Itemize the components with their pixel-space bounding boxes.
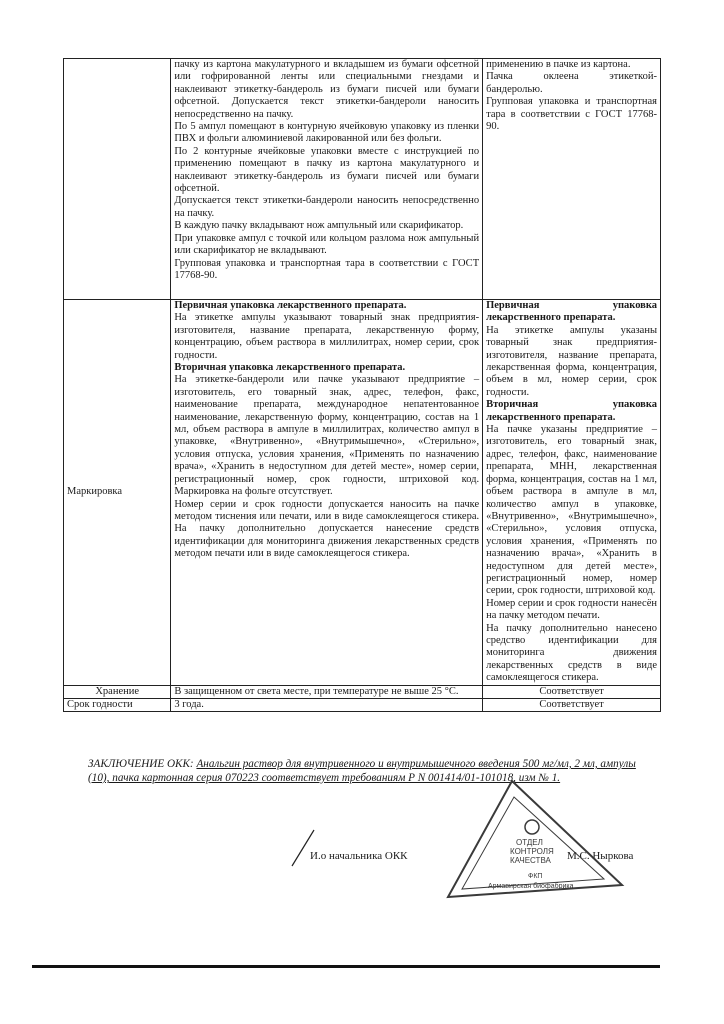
stamp-line: КАЧЕСТВА xyxy=(510,856,551,865)
storage-result: Соответствует xyxy=(483,685,661,698)
paragraph: На этикетке ампулы указывают товарный знак предприятия-изготовителя, название препарата, лекарственную форму, концентрацию, объем раствора в миллилитрах, номер серии, срок годности. xyxy=(174,312,480,361)
specification-table xyxy=(63,58,661,712)
paragraph: На пачке указаны предприятие – изготовитель, его товарный знак, адрес, телефон, факс, наименование препарата, МНН, лекарственная форма, концентрация, состав на 1 мл, объем раствора в ампуле в мл, количество ампул в упаковке, «Внутривенно», «Внутримышечно», «Стерильно», условия отпуска, условия хранения, «Применять по назначению врача», «Хранить в недоступном для детей месте», регистрационный номер, номер серии, срок годности, штриховой код. xyxy=(486,424,657,597)
conclusion-text: Анальгин раствор для внутривенного и внутримышечного введения 500 мг/мл, 2 мл, ампулы (10), пачка картонная серия 070223 соответствует требованиям Р N 001414/01-101018, изм № 1. xyxy=(88,758,636,784)
paragraph: На этикетке-бандероли или пачке указывают предприятие – изготовитель, его товарный знак, адрес, телефон, факс, наименование препарата, международное непатентованное наименование, лекарственную форму, концентрацию, состав на 1 мл, объем раствора в ампуле в миллилитрах, количество ампул в упаковке, «Внутривенно», «Внутримышечно», «Стерильно», условия отпуска, условия хранения, «Применять по назначению врача», «Хранить в недоступном для детей месте», номер серии, регистрационный номер, срок годности, штриховой код. Маркировка на фольге отсутствует. xyxy=(174,374,480,498)
table-row-storage xyxy=(64,685,661,698)
paragraph: Номер серии и срок годности допускается наносить на пачке методом тиснения или печати, или в виде самоклеящегося стикера. На пачку дополнительно допускается нанесение средств идентификации для мониторинга движения лекарственных средств методом печати или в виде самоклеящегося стикера. xyxy=(174,498,480,560)
signatory-title: И.о начальника ОКК xyxy=(310,850,408,862)
stamp-line: КОНТРОЛЯ xyxy=(510,847,554,856)
marking-requirement-cell xyxy=(171,300,483,686)
section-heading: Вторичная упаковка лекарственного препарата. xyxy=(486,399,657,423)
row-label-empty xyxy=(64,59,171,300)
row-label-marking: Маркировка xyxy=(64,300,171,686)
paragraph: применению в пачке из картона. xyxy=(486,59,631,70)
stamp-line: ОТДЕЛ xyxy=(516,838,543,847)
paragraph: пачку из картона макулатурного и вкладышем из бумаги офсетной или гофрированной ленты или специальными гнездами и наклеивают этикетку-бандероль из бумаги писчей или бумаги офсетной. Допускается текст этикетки-бандероли наносить непосредственно на пачку. xyxy=(174,59,480,120)
row-label-storage: Хранение xyxy=(64,685,171,698)
emblem-icon xyxy=(525,820,539,834)
stamp-line: Армавирская биофабрика xyxy=(488,883,574,890)
paragraph: Групповая упаковка и транспортная тара в соответствии с ГОСТ 17768-90. xyxy=(174,257,480,281)
signature-mark xyxy=(288,828,318,868)
paragraph: По 2 контурные ячейковые упаковки вместе с инструкцией по применению помещают в пачку из картона макулатурного и наклеивают этикетку-бандероль из бумаги писчей или бумаги офсетной. xyxy=(174,145,480,195)
section-heading: Первичная упаковка лекарственного препарата. xyxy=(486,300,657,324)
packaging-result-cell xyxy=(483,59,661,300)
shelf-life-requirement: 3 года. xyxy=(171,698,483,711)
paragraph: В каждую пачку вкладывают нож ампульный или скарификатор. xyxy=(174,220,464,232)
paragraph: Групповая упаковка и транспортная тара в соответствии с ГОСТ 17768-90. xyxy=(486,96,657,133)
paragraph: Номер серии и срок годности нанесён на пачку методом печати. xyxy=(486,597,657,622)
bottom-divider xyxy=(32,965,660,968)
table-row-marking xyxy=(64,300,661,686)
conclusion-prefix: ЗАКЛЮЧЕНИЕ ОКК: xyxy=(88,758,197,770)
storage-requirement: В защищенном от света месте, при температуре не выше 25 °С. xyxy=(171,685,483,698)
paragraph: При упаковке ампул с точкой или кольцом разлома нож ампульный или скарификатор не вкладывают. xyxy=(174,232,480,257)
table-row-packaging xyxy=(64,59,661,300)
signatory-name: М.С. Ныркова xyxy=(567,850,634,862)
shelf-life-result: Соответствует xyxy=(483,698,661,711)
stamp-line: ФКП xyxy=(528,873,543,880)
paragraph: По 5 ампул помещают в контурную ячейковую упаковку из пленки ПВХ и фольги алюминиевой лакированной или без фольги. xyxy=(174,121,480,145)
section-heading: Вторичная упаковка лекарственного препарата. xyxy=(174,362,406,374)
paragraph: Пачка оклеена этикеткой-бандеролью. xyxy=(486,71,657,95)
paragraph: Допускается текст этикетки-бандероли наносить непосредственно на пачку. xyxy=(174,195,480,219)
section-heading: Первичная упаковка лекарственного препарата. xyxy=(174,300,407,311)
paragraph: На пачку дополнительно нанесено средство идентификации для мониторинга движения лекарственных средств в виде самоклеящегося стикера. xyxy=(486,622,657,684)
packaging-requirement-cell xyxy=(171,59,483,300)
paragraph: На этикетке ампулы указаны товарный знак предприятия-изготовителя, название препарата, лекарственная форма, концентрация, объем в мл, номер серии, срок годности. xyxy=(486,324,657,398)
table-row-shelf-life xyxy=(64,698,661,711)
qc-stamp xyxy=(440,775,630,905)
row-label-shelf-life: Срок годности xyxy=(64,698,171,711)
marking-result-cell xyxy=(483,300,661,686)
